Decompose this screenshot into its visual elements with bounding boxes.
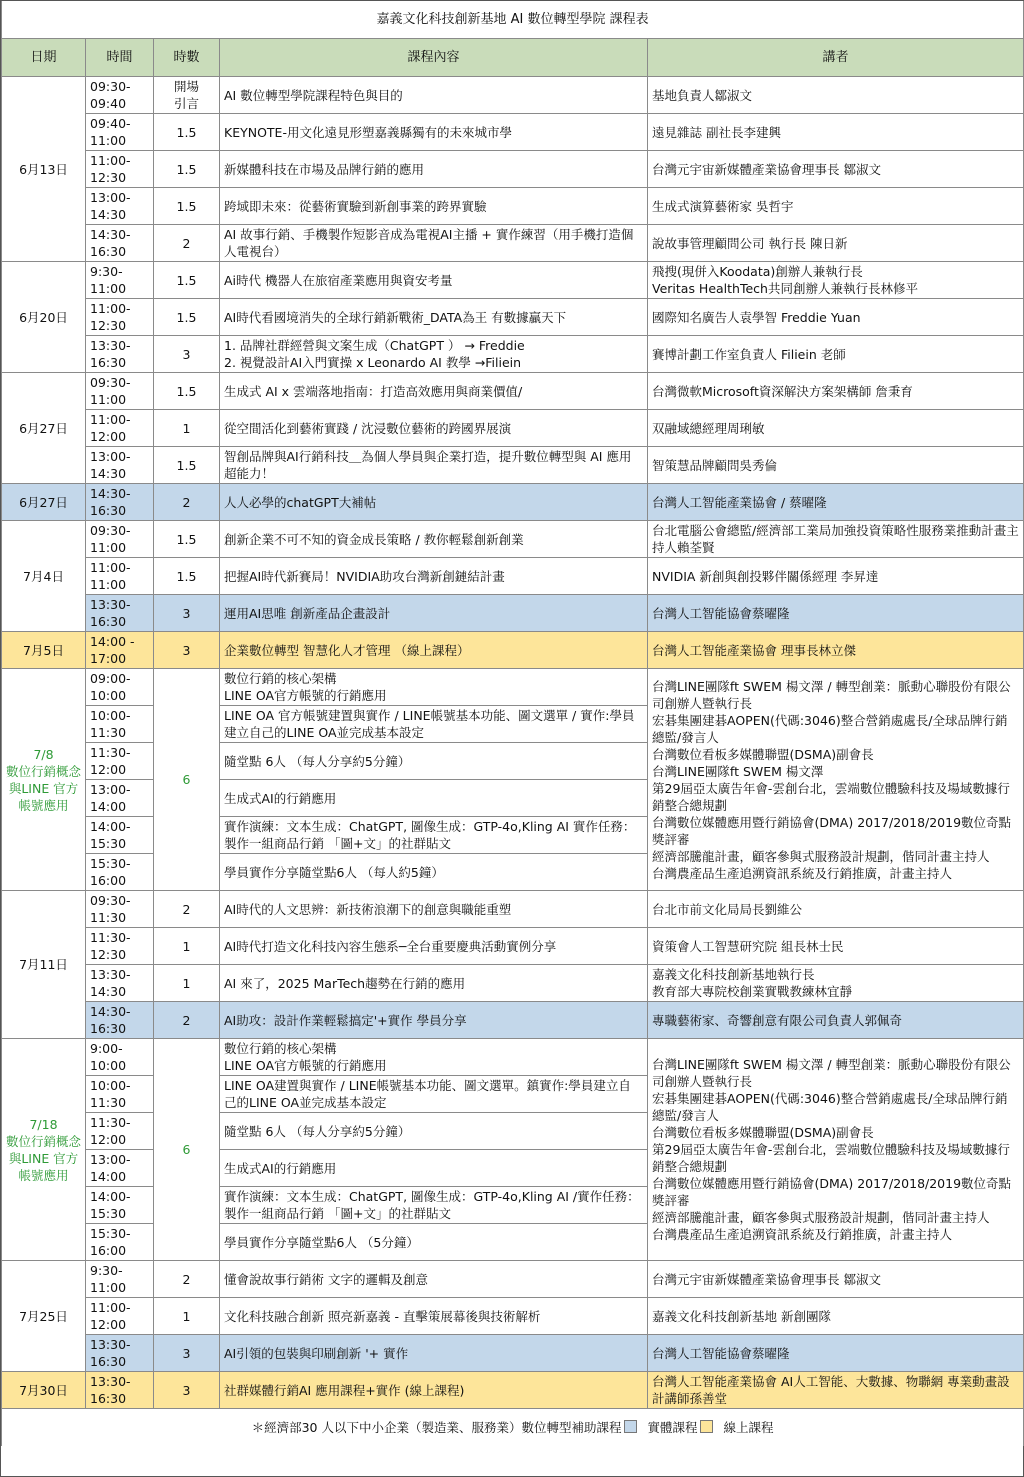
hours-cell: 3 — [154, 1335, 220, 1372]
content-cell: 生成式AI的行銷應用 — [220, 780, 648, 817]
time-cell: 14:00- 15:30 — [86, 817, 154, 854]
table-row — [2, 669, 1024, 706]
table-row — [2, 77, 1024, 114]
hours-cell: 1 — [154, 928, 220, 965]
table-row — [2, 336, 1024, 373]
table-row — [2, 632, 1024, 669]
date-cell: 6月13日 — [2, 77, 86, 262]
time-cell: 13:00- 14:30 — [86, 188, 154, 225]
content-cell: 把握AI時代新賽局！NVIDIA助攻台灣新創鏈結計畫 — [220, 558, 648, 595]
table-row — [2, 114, 1024, 151]
time-cell: 14:30- 16:30 — [86, 1002, 154, 1039]
time-cell: 13:30- 16:30 — [86, 1372, 154, 1409]
content-cell: 新媒體科技在市場及品牌行銷的應用 — [220, 151, 648, 188]
hours-cell: 1.5 — [154, 114, 220, 151]
content-cell: LINE OA 官方帳號建置與實作 / LINE帳號基本功能、圖文選單 / 實作:學員建立自己的LINE OA並完成基本設定 — [220, 706, 648, 743]
content-cell: 生成式AI的行銷應用 — [220, 1150, 648, 1187]
time-cell: 11:00- 12:30 — [86, 299, 154, 336]
table-row — [2, 299, 1024, 336]
speaker-cell: 嘉義文化科技創新基地 新創團隊 — [648, 1298, 1024, 1335]
time-cell: 11:00- 12:00 — [86, 1298, 154, 1335]
content-cell: AI 數位轉型學院課程特色與目的 — [220, 77, 648, 114]
hours-cell: 1.5 — [154, 299, 220, 336]
table-row — [2, 188, 1024, 225]
date-cell: 6月20日 — [2, 262, 86, 373]
table-row — [2, 1335, 1024, 1372]
speaker-cell: 生成式演算藝術家 吳哲宇 — [648, 188, 1024, 225]
content-cell: 隨堂點 6人 （每人分享約5分鐘） — [220, 743, 648, 780]
content-cell: 學員實作分享隨堂點6人 （每人約5鐘） — [220, 854, 648, 891]
header-speaker: 講者 — [648, 39, 1024, 77]
hours-cell: 6 — [154, 1039, 220, 1261]
content-cell: AI時代看國境消失的全球行銷新戰術_DATA為王 有數據贏天下 — [220, 299, 648, 336]
content-cell: 實作演練：文本生成：ChatGPT, 圖像生成：GTP-4o,Kling AI /實作任務：製作一組商品行銷 「圖+文」的社群貼文 — [220, 1187, 648, 1224]
speaker-cell: 台灣LINE團隊ft SWEM 楊文澤 / 轉型創業：脈動心聯股份有限公司創辦人暨執行長 宏碁集團建碁AOPEN(代碼:3046)整合營銷處處長/全球品牌行銷總監/發言人 台灣數位看板多媒體聯盟(DSMA)副會長 台灣LINE團隊ft SWEM 楊文澤 第29屆亞太廣告年會-雲創台北，雲端數位體驗科技及場域數據行銷整合總規劃 台灣數位媒體應用暨行銷協會(DMA) 2017/2018/2019數位奇點獎評審 經濟部騰龍計畫，顧客參與式服務設計規劃，偕同計畫主持人 台灣農產品生產追溯資訊系統及行銷推廣，計畫主持人 — [648, 669, 1024, 891]
date-cell: 6月27日 — [2, 373, 86, 484]
content-cell: 創新企業不可不知的資金成長策略 / 教你輕鬆創新創業 — [220, 521, 648, 558]
time-cell: 09:30- 11:00 — [86, 373, 154, 410]
schedule-title: 嘉義文化科技創新基地 AI 數位轉型學院 課程表 — [2, 1, 1024, 39]
hours-cell: 1 — [154, 965, 220, 1002]
date-cell: 7月30日 — [2, 1372, 86, 1409]
content-cell: 學員實作分享隨堂點6人 （5分鐘） — [220, 1224, 648, 1261]
time-cell: 15:30- 16:00 — [86, 1224, 154, 1261]
table-row — [2, 965, 1024, 1002]
time-cell: 13:00- 14:00 — [86, 1150, 154, 1187]
content-cell: AI 來了，2025 MarTech趨勢在行銷的應用 — [220, 965, 648, 1002]
schedule-table — [1, 1, 1024, 1446]
hours-cell: 3 — [154, 336, 220, 373]
time-cell: 14:30- 16:30 — [86, 225, 154, 262]
hours-cell: 1.5 — [154, 373, 220, 410]
hours-cell: 2 — [154, 1261, 220, 1298]
header-date: 日期 — [2, 39, 86, 77]
content-cell: 從空間活化到藝術實踐 / 沈浸數位藝術的跨國界展演 — [220, 410, 648, 447]
speaker-cell: 台北電腦公會總監/經濟部工業局加強投資策略性服務業推動計畫主持人賴荃賢 — [648, 521, 1024, 558]
content-cell: 運用AI思唯 創新產品企畫設計 — [220, 595, 648, 632]
header-time: 時間 — [86, 39, 154, 77]
date-cell: 7/8 數位行銷概念與LINE 官方帳號應用 — [2, 669, 86, 891]
content-cell: LINE OA建置與實作 / LINE帳號基本功能、圖文選單。鎮實作:學員建立自己的LINE OA並完成基本設定 — [220, 1076, 648, 1113]
table-row — [2, 447, 1024, 484]
hours-cell: 1.5 — [154, 558, 220, 595]
speaker-cell: 台灣人工智能產業協會 理事長林立傑 — [648, 632, 1024, 669]
time-cell: 14:00- 15:30 — [86, 1187, 154, 1224]
time-cell: 14:30- 16:30 — [86, 484, 154, 521]
table-row — [2, 262, 1024, 299]
hours-cell: 2 — [154, 1002, 220, 1039]
time-cell: 9:30-11:00 — [86, 1261, 154, 1298]
speaker-cell: 台北市前文化局局長劉維公 — [648, 891, 1024, 928]
time-cell: 9:00-10:00 — [86, 1039, 154, 1076]
time-cell: 14:00 - 17:00 — [86, 632, 154, 669]
footer-note: ＊經濟部30 人以下中小企業（製造業、服務業）數位轉型補助課程 — [251, 1420, 622, 1435]
content-cell: Ai時代 機器人在旅宿產業應用與資安考量 — [220, 262, 648, 299]
speaker-cell: 資策會人工智慧研究院 組長林士民 — [648, 928, 1024, 965]
table-row — [2, 558, 1024, 595]
hours-cell: 1.5 — [154, 521, 220, 558]
speaker-cell: 台灣人工智能產業協會 AI人工智能、大數據、物聯網 專業動畫設計講師孫善堂 — [648, 1372, 1024, 1409]
speaker-cell: 基地負責人鄒淑文 — [648, 77, 1024, 114]
time-cell: 15:30- 16:00 — [86, 854, 154, 891]
time-cell: 13:30- 16:30 — [86, 595, 154, 632]
speaker-cell: 台灣LINE團隊ft SWEM 楊文澤 / 轉型創業：脈動心聯股份有限公司創辦人暨執行長 宏碁集團建碁AOPEN(代碼:3046)整合營銷處處長/全球品牌行銷總監/發言人 台灣數位看板多媒體聯盟(DSMA)副會長 第29屆亞太廣告年會-雲創台北，雲端數位體驗科技及場域數據行銷整合總規劃 台灣數位媒體應用暨行銷協會(DMA) 2017/2018/2019數位奇點獎評審 經濟部騰龍計畫，顧客參與式服務設計規劃，偕同計畫主持人 台灣農產品生產追溯資訊系統及行銷推廣，計畫主持人 — [648, 1039, 1024, 1261]
time-cell: 10:00- 11:30 — [86, 706, 154, 743]
hours-cell: 1 — [154, 1298, 220, 1335]
legend-physical-label: 實體課程 — [647, 1420, 698, 1435]
table-row — [2, 521, 1024, 558]
speaker-cell: 飛搜(現併入Koodata)創辦人兼執行長 Veritas HealthTech共同創辦人兼執行長林修平 — [648, 262, 1024, 299]
table-row — [2, 373, 1024, 410]
table-row — [2, 891, 1024, 928]
speaker-cell: 賽博計劃工作室負責人 Filiein 老師 — [648, 336, 1024, 373]
time-cell: 09:40- 11:00 — [86, 114, 154, 151]
header-row — [2, 39, 1024, 77]
speaker-cell: 說故事管理顧問公司 執行長 陳日新 — [648, 225, 1024, 262]
time-cell: 11:00- 12:00 — [86, 410, 154, 447]
content-cell: 數位行銷的核心架構 LINE OA官方帳號的行銷應用 — [220, 669, 648, 706]
hours-cell: 開場 引言 — [154, 77, 220, 114]
content-cell: 智創品牌與AI行銷科技＿為個人學員與企業打造，提升數位轉型與 AI 應用超能力！ — [220, 447, 648, 484]
time-cell: 09:30- 11:00 — [86, 521, 154, 558]
time-cell: 11:00- 12:30 — [86, 151, 154, 188]
content-cell: 人人必學的chatGPT大補帖 — [220, 484, 648, 521]
speaker-cell: 台灣元宇宙新媒體產業協會理事長 鄒淑文 — [648, 1261, 1024, 1298]
speaker-cell: 台灣微軟Microsoft資深解決方案架構師 詹秉育 — [648, 373, 1024, 410]
table-row — [2, 484, 1024, 521]
content-cell: 1. 品牌社群經營與文案生成（ChatGPT ） → Freddie 2. 視覺設計AI入門實操 x Leonardo AI 教學 →Filiein — [220, 336, 648, 373]
hours-cell: 1.5 — [154, 188, 220, 225]
hours-cell: 2 — [154, 225, 220, 262]
hours-cell: 1.5 — [154, 447, 220, 484]
hours-cell: 3 — [154, 632, 220, 669]
content-cell: AI助攻：設計作業輕鬆搞定'+實作 學員分享 — [220, 1002, 648, 1039]
speaker-cell: 國際知名廣告人袁學智 Freddie Yuan — [648, 299, 1024, 336]
speaker-cell: 台灣人工智能產業協會 / 蔡曜隆 — [648, 484, 1024, 521]
table-row — [2, 928, 1024, 965]
content-cell: AI引領的包裝與印刷創新 '+ 實作 — [220, 1335, 648, 1372]
table-row — [2, 151, 1024, 188]
date-cell: 7/18 數位行銷概念與LINE 官方帳號應用 — [2, 1039, 86, 1261]
content-cell: KEYNOTE-用文化遠見形塑嘉義縣獨有的未來城市學 — [220, 114, 648, 151]
time-cell: 11:00- 11:00 — [86, 558, 154, 595]
date-cell: 7月4日 — [2, 521, 86, 632]
content-cell: AI 故事行銷、手機製作短影音成為電視AI主播 + 實作練習（用手機打造個人電視台） — [220, 225, 648, 262]
time-cell: 09:00- 10:00 — [86, 669, 154, 706]
title-row — [2, 1, 1024, 39]
date-cell: 7月25日 — [2, 1261, 86, 1372]
time-cell: 11:30- 12:00 — [86, 743, 154, 780]
footer-row — [2, 1409, 1024, 1447]
time-cell: 11:30- 12:00 — [86, 1113, 154, 1150]
footer-legend — [2, 1409, 1024, 1447]
content-cell: 生成式 AI x 雲端落地指南：打造高效應用與商業價值/ — [220, 373, 648, 410]
header-hours: 時數 — [154, 39, 220, 77]
content-cell: 社群媒體行銷AI 應用課程+實作 (線上課程) — [220, 1372, 648, 1409]
content-cell: AI時代的人文思辨：新技術浪潮下的創意與職能重塑 — [220, 891, 648, 928]
speaker-cell: NVIDIA 新創與創投夥伴關係經理 李昇達 — [648, 558, 1024, 595]
time-cell: 10:00- 11:30 — [86, 1076, 154, 1113]
date-cell: 6月27日 — [2, 484, 86, 521]
content-cell: AI時代打造文化科技內容生態系─全台重要慶典活動實例分享 — [220, 928, 648, 965]
hours-cell: 3 — [154, 595, 220, 632]
legend-blue-swatch — [624, 1420, 637, 1433]
hours-cell: 2 — [154, 484, 220, 521]
content-cell: 跨域即未來：從藝術實驗到新創事業的跨界實驗 — [220, 188, 648, 225]
date-cell: 7月5日 — [2, 632, 86, 669]
time-cell: 13:00- 14:30 — [86, 447, 154, 484]
content-cell: 實作演練：文本生成：ChatGPT, 圖像生成：GTP-4o,Kling AI 實作任務：製作一組商品行銷 「圖+文」的社群貼文 — [220, 817, 648, 854]
content-cell: 懂會說故事行銷術 文字的邏輯及創意 — [220, 1261, 648, 1298]
table-row — [2, 1039, 1024, 1076]
table-row — [2, 1372, 1024, 1409]
hours-cell: 1 — [154, 410, 220, 447]
time-cell: 11:30- 12:30 — [86, 928, 154, 965]
speaker-cell: 嘉義文化科技創新基地執行長 教育部大專院校創業實戰教練林宜靜 — [648, 965, 1024, 1002]
table-row — [2, 1002, 1024, 1039]
table-row — [2, 595, 1024, 632]
speaker-cell: 台灣人工智能協會蔡曜隆 — [648, 595, 1024, 632]
hours-cell: 2 — [154, 891, 220, 928]
content-cell: 企業數位轉型 智慧化人才管理 （線上課程） — [220, 632, 648, 669]
table-row — [2, 225, 1024, 262]
content-cell: 隨堂點 6人 （每人分享約5分鐘） — [220, 1113, 648, 1150]
hours-cell: 1.5 — [154, 151, 220, 188]
date-cell: 7月11日 — [2, 891, 86, 1039]
content-cell: 數位行銷的核心架構 LINE OA官方帳號的行銷應用 — [220, 1039, 648, 1076]
time-cell: 09:30- 09:40 — [86, 77, 154, 114]
table-row — [2, 410, 1024, 447]
header-content: 課程內容 — [220, 39, 648, 77]
speaker-cell: 台灣人工智能協會蔡曜隆 — [648, 1335, 1024, 1372]
table-row — [2, 1298, 1024, 1335]
table-row — [2, 1261, 1024, 1298]
legend-yellow-swatch — [700, 1420, 713, 1433]
time-cell: 13:30- 16:30 — [86, 1335, 154, 1372]
speaker-cell: 台灣元宇宙新媒體產業協會理事長 鄒淑文 — [648, 151, 1024, 188]
hours-cell: 6 — [154, 669, 220, 891]
time-cell: 09:30- 11:30 — [86, 891, 154, 928]
time-cell: 13:30- 14:30 — [86, 965, 154, 1002]
speaker-cell: 遠見雜誌 副社長李建興 — [648, 114, 1024, 151]
speaker-cell: 双融域總經理周琍敏 — [648, 410, 1024, 447]
speaker-cell: 專職藝術家、奇響創意有限公司負責人郭佩奇 — [648, 1002, 1024, 1039]
legend-online-label: 線上課程 — [723, 1420, 774, 1435]
speaker-cell: 智策慧品牌顧問吳秀倫 — [648, 447, 1024, 484]
hours-cell: 1.5 — [154, 262, 220, 299]
time-cell: 13:30- 16:30 — [86, 336, 154, 373]
content-cell: 文化科技融合創新 照亮新嘉義 - 直擊策展幕後與技術解析 — [220, 1298, 648, 1335]
hours-cell: 3 — [154, 1372, 220, 1409]
time-cell: 9:30- 11:00 — [86, 262, 154, 299]
time-cell: 13:00- 14:00 — [86, 780, 154, 817]
